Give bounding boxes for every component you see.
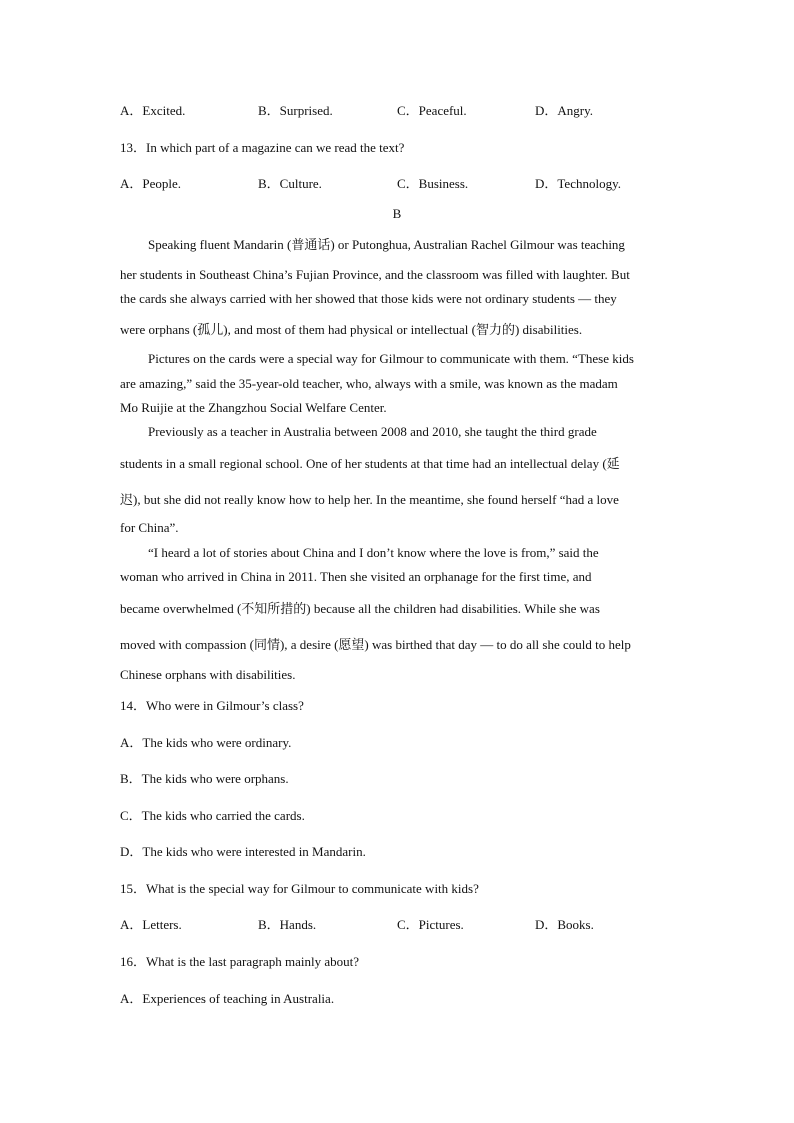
q13-option-d: D．Technology. [535, 176, 621, 191]
q16-question: 16．What is the last paragraph mainly about? [120, 954, 359, 969]
paragraph-line: became overwhelmed (不知所措的) because all the children had disabilities. While she was [120, 601, 600, 616]
q13-option-a: A．People. [120, 176, 182, 191]
paragraph-line: woman who arrived in China in 2011. Then she visited an orphanage for the first time, and [120, 569, 592, 584]
q13-option-b: B．Culture. [258, 176, 322, 191]
paragraph-line: Chinese orphans with disabilities. [120, 667, 296, 682]
q13-options [120, 173, 680, 191]
paragraph-line: “I heard a lot of stories about China and I don’t know where the love is from,” said the [148, 545, 599, 560]
q15-option-c: C．Pictures. [397, 917, 464, 932]
paragraph-line: students in a small regional school. One of her students at that time had an intellectual delay (延 [120, 456, 620, 471]
q14-question: 14．Who were in Gilmour’s class? [120, 698, 304, 713]
q12-options [120, 100, 680, 118]
q13-question: 13．In which part of a magazine can we read the text? [120, 140, 405, 155]
paragraph-line: the cards she always carried with her showed that those kids were not ordinary students — they [120, 291, 617, 306]
section-b-heading: B [392, 206, 402, 221]
q15-options [120, 914, 680, 932]
q12-option-c: C．Peaceful. [397, 103, 467, 118]
q15-option-a: A．Letters. [120, 917, 182, 932]
q15-question: 15．What is the special way for Gilmour to communicate with kids? [120, 881, 479, 896]
paragraph-line: Mo Ruijie at the Zhangzhou Social Welfare Center. [120, 400, 387, 415]
q15-option-d: D．Books. [535, 917, 594, 932]
paragraph-line: Pictures on the cards were a special way for Gilmour to communicate with them. “These kids [148, 351, 634, 366]
q15-option-b: B．Hands. [258, 917, 317, 932]
paragraph-line: 迟), but she did not really know how to help her. In the meantime, she found herself “had a love [120, 492, 619, 507]
q13-option-c: C．Business. [397, 176, 469, 191]
q14-option-a: A．The kids who were ordinary. [120, 735, 292, 750]
q12-option-d: D．Angry. [535, 103, 594, 118]
q12-option-b: B．Surprised. [258, 103, 333, 118]
paragraph-line: are amazing,” said the 35-year-old teacher, who, always with a smile, was known as the madam [120, 376, 618, 391]
paragraph-line: Speaking fluent Mandarin (普通话) or Putonghua, Australian Rachel Gilmour was teaching [148, 237, 625, 252]
q14-option-c: C．The kids who carried the cards. [120, 808, 305, 823]
paragraph-line: for China”. [120, 520, 179, 535]
paragraph-line: Previously as a teacher in Australia between 2008 and 2010, she taught the third grade [148, 424, 597, 439]
q12-option-a: A．Excited. [120, 103, 186, 118]
q14-option-d: D．The kids who were interested in Mandarin. [120, 844, 366, 859]
paragraph-line: were orphans (孤儿), and most of them had physical or intellectual (智力的) disabilities. [120, 322, 583, 337]
q16-option-a: A．Experiences of teaching in Australia. [120, 991, 335, 1006]
q14-option-b: B．The kids who were orphans. [120, 771, 289, 786]
paragraph-line: her students in Southeast China’s Fujian Province, and the classroom was filled with laughter. But [120, 267, 630, 282]
paragraph-line: moved with compassion (同情), a desire (愿望) was birthed that day — to do all she could to help [120, 637, 631, 652]
